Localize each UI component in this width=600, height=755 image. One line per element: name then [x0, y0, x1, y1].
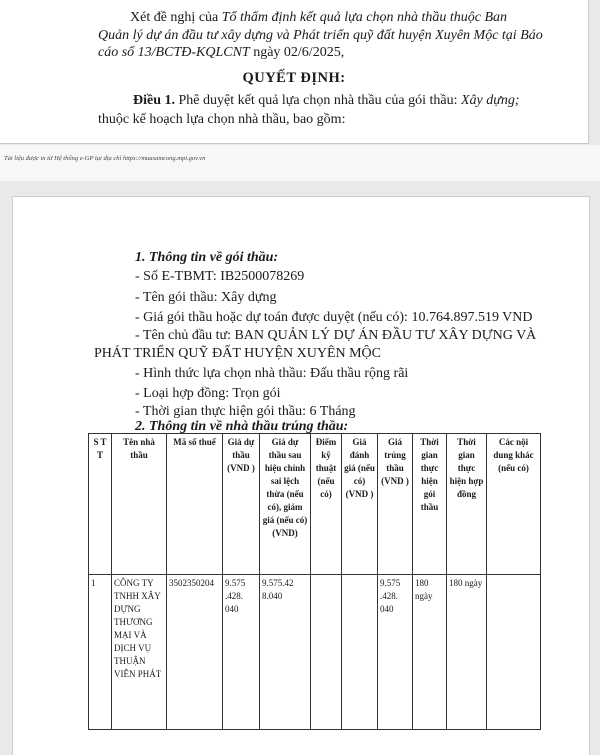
cell-package-duration: 180 ngày [413, 575, 447, 730]
info-item-selection-method: - Hình thức lựa chọn nhà thầu: Đấu thầu rộng rãi [135, 366, 409, 381]
report-date: ngày 02/6/2025, [249, 45, 345, 60]
col-header-other: Các nội dung khác (nếu có) [487, 434, 541, 575]
cell-bid-price: 9.575 .428. 040 [223, 575, 260, 730]
cell-winning-price: 9.575 .428. 040 [378, 575, 413, 730]
cell-contractor-name: CÔNG TY TNHH XÂY DỰNG THƯƠNG MẠI VÀ DỊCH VỤ THUẬN VIÊN PHÁT [112, 575, 167, 730]
info-item-investor: - Tên chủ đầu tư: BAN QUẢN LÝ DỰ ÁN ĐẦU TƯ XÂY DỰNG VÀ [135, 328, 537, 343]
col-header-tax-code: Mã số thuế [167, 434, 223, 575]
report-number: cáo số 13/BCTĐ-KQLCNT [98, 45, 250, 60]
col-header-contract-duration: Thời gian thực hiện hợp đồng [447, 434, 487, 575]
document-page-1 [0, 0, 589, 144]
info-item-duration: - Thời gian thực hiện gói thầu: 6 Tháng [135, 404, 356, 419]
consideration-line-1 [130, 10, 507, 26]
info-item-contract-type: - Loại hợp đồng: Trọn gói [135, 386, 281, 401]
consideration-line-2: Quản lý dự án đầu tư xây dựng và Phát triển quỹ đất huyện Xuyên Mộc tại Báo [98, 28, 543, 43]
article-text: Phê duyệt kết quả lựa chọn nhà thầu của gói thầu: [175, 93, 461, 108]
cell-technical-score [311, 575, 342, 730]
decision-heading: QUYẾT ĐỊNH: [242, 70, 346, 86]
consideration-line-3 [98, 45, 344, 61]
consideration-prefix: Xét đề nghị của [130, 10, 222, 25]
cell-adjusted-price: 9.575.42 8.040 [260, 575, 311, 730]
table-header-row [89, 434, 541, 575]
info-item-investor-cont: PHÁT TRIỂN QUỸ ĐẤT HUYỆN XUYÊN MỘC [94, 346, 381, 361]
col-header-adjusted-price: Giá dự thầu sau hiệu chỉnh sai lệch thừa (nếu có), giảm giá (nếu có) (VND) [260, 434, 311, 575]
col-header-bid-price: Giá dự thầu (VND ) [223, 434, 260, 575]
cell-evaluated-price [342, 575, 378, 730]
info-item-package-name: - Tên gói thầu: Xây dựng [135, 290, 277, 305]
col-header-winning-price: Giá trúng thầu (VND ) [378, 434, 413, 575]
cell-tax-code: 3502350204 [167, 575, 223, 730]
col-header-contractor: Tên nhà thầu [112, 434, 167, 575]
col-header-evaluated-price: Giá đánh giá (nếu có) (VND ) [342, 434, 378, 575]
info-item-package-price: - Giá gói thầu hoặc dự toán được duyệt (nếu có): 10.764.897.519 VND [135, 310, 533, 325]
consideration-ital-1: Tổ thẩm định kết quả lựa chọn nhà thầu thuộc Ban [221, 10, 508, 25]
article-1-line-2: thuộc kế hoạch lựa chọn nhà thầu, bao gồm: [98, 112, 346, 127]
col-header-stt: S T T [89, 434, 112, 575]
col-header-technical-score: Điểm kỹ thuật (nếu có) [311, 434, 342, 575]
page-gap [0, 145, 600, 181]
cell-stt: 1 [89, 575, 112, 730]
article-label: Điều 1. [133, 93, 175, 108]
article-package: Xây dựng; [460, 93, 520, 108]
section-1-title: 1. Thông tin về gói thầu: [135, 250, 279, 265]
winning-bidder-table [88, 433, 541, 730]
cell-other [487, 575, 541, 730]
article-1-line-1 [133, 93, 520, 109]
cell-contract-duration: 180 ngày [447, 575, 487, 730]
info-item-tbmt: - Số E-TBMT: IB2500078269 [135, 269, 305, 284]
col-header-package-duration: Thời gian thực hiện gói thầu [413, 434, 447, 575]
section-2-title: 2. Thông tin về nhà thầu trúng thầu: [135, 419, 349, 434]
print-footer: Tài liệu được in từ Hệ thống e-GP tại địa chỉ https://muasamcong.mpi.gov.vn [4, 155, 206, 162]
table-row [89, 575, 541, 730]
